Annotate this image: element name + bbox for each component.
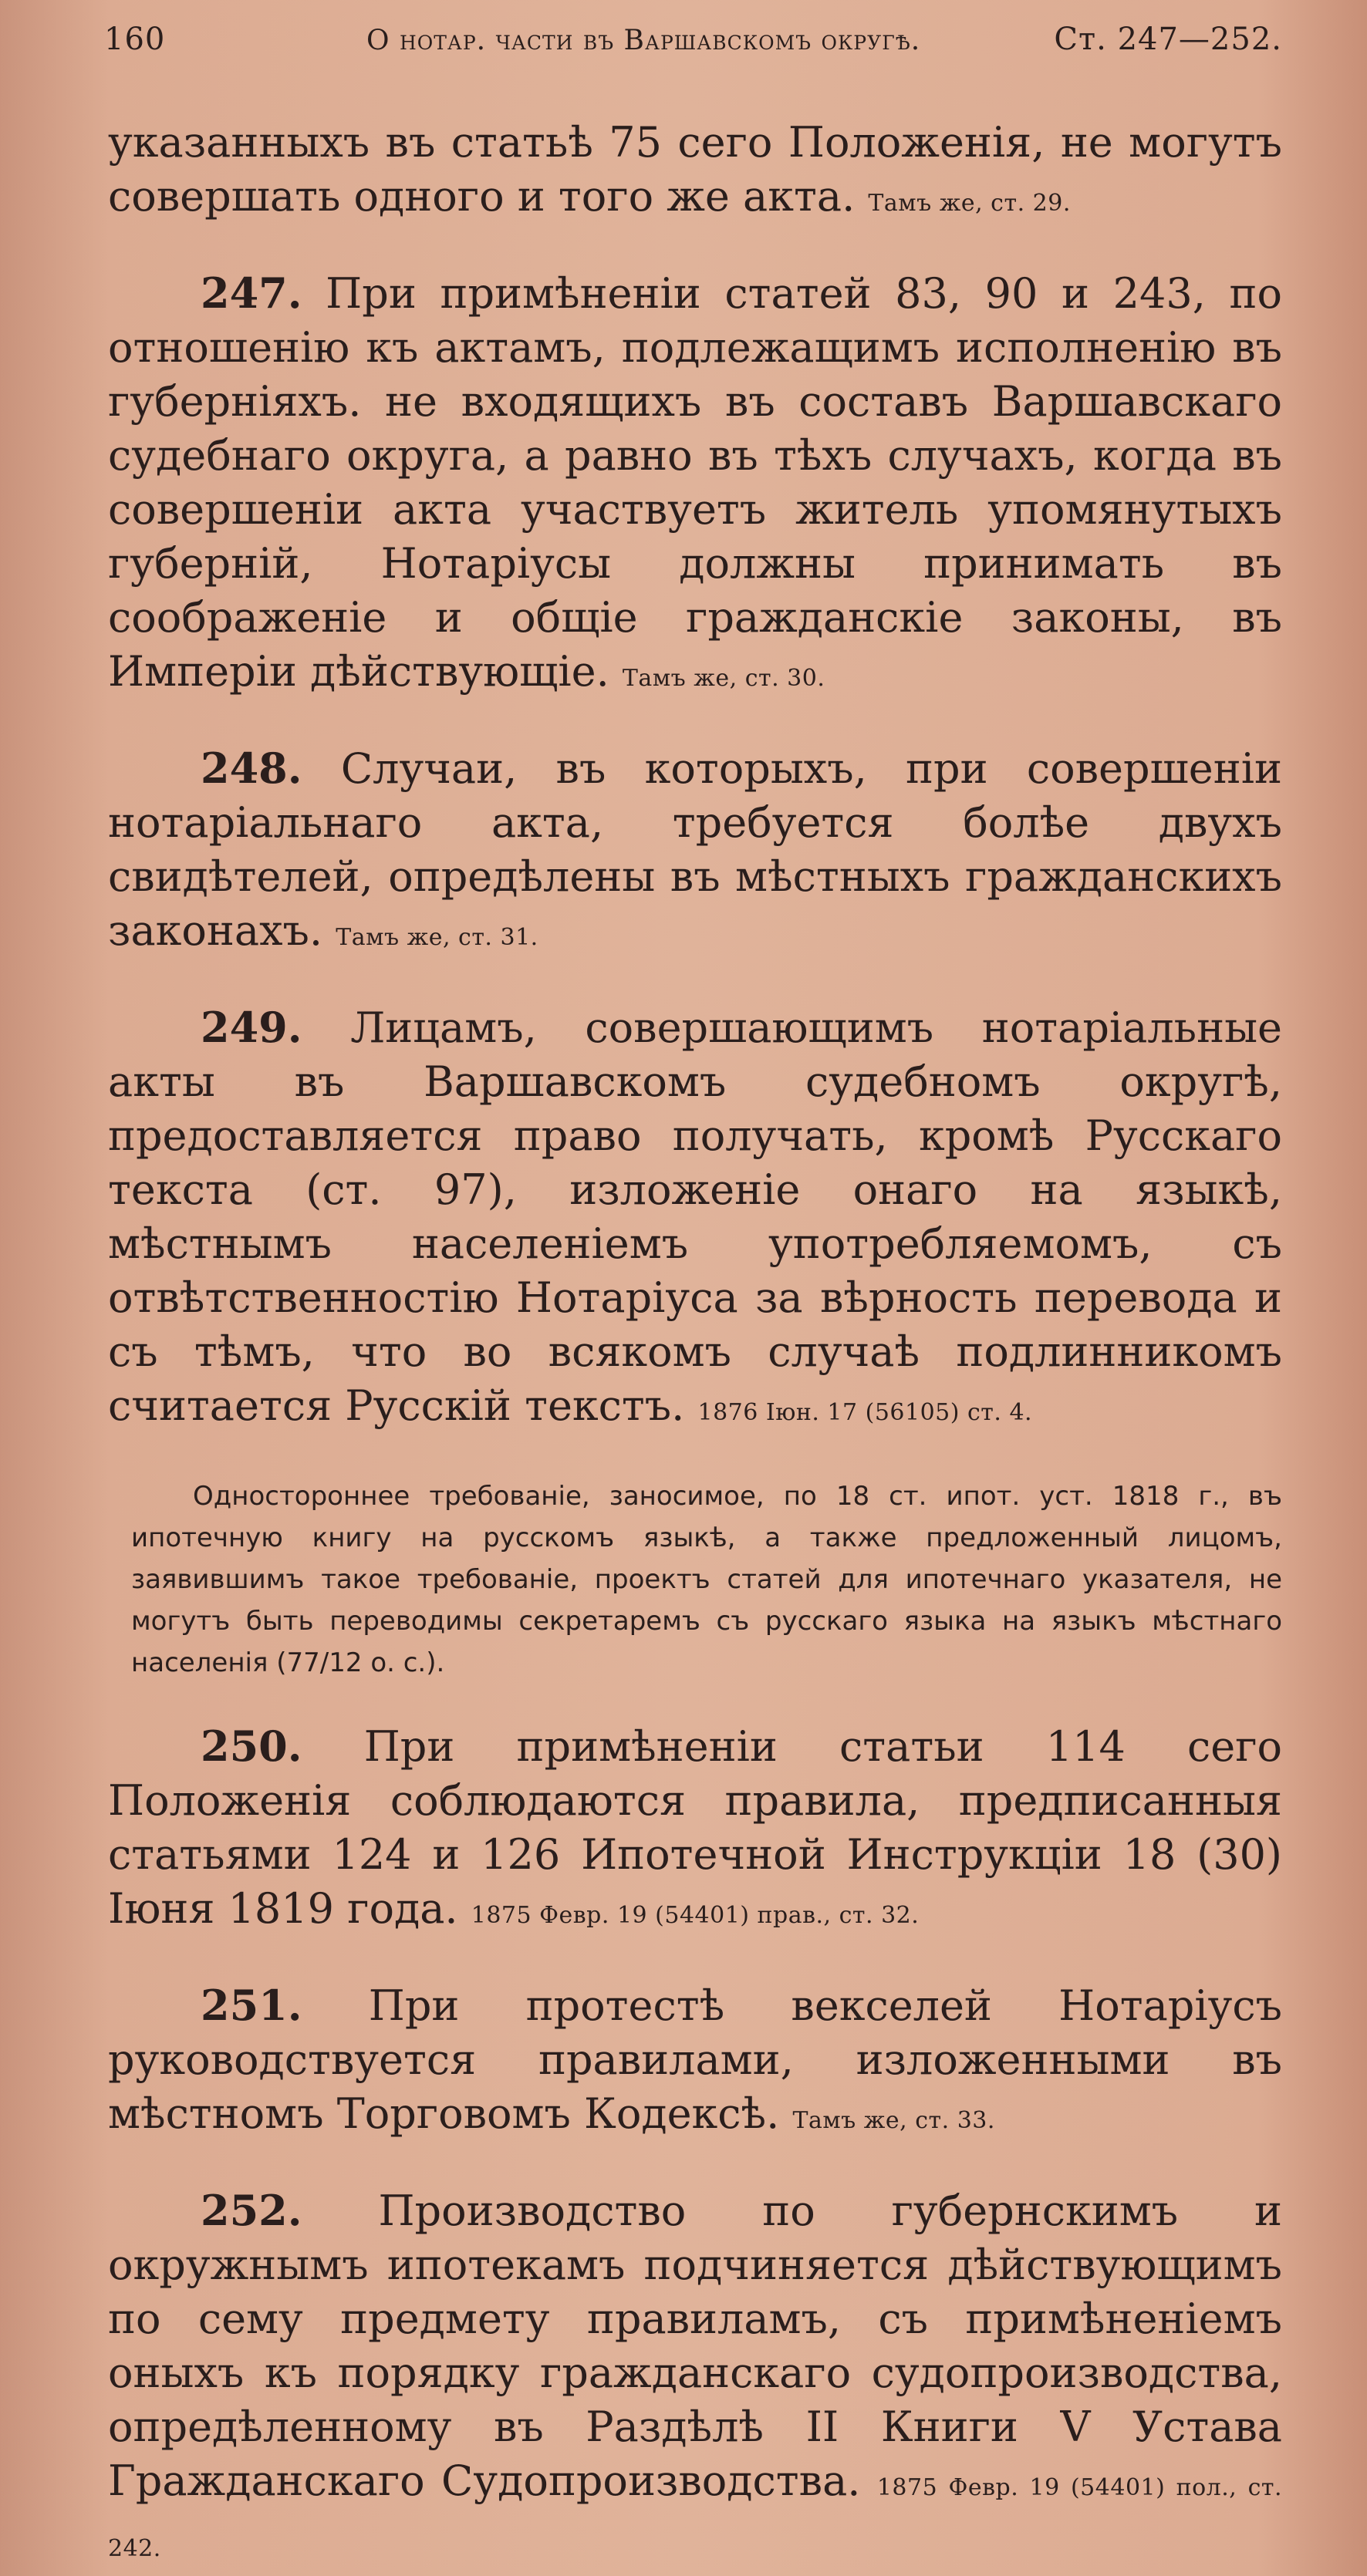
article-number: 249. bbox=[201, 1003, 302, 1052]
spacer bbox=[108, 231, 1282, 266]
spacer bbox=[108, 1684, 1282, 1719]
source-reference: 1876 Іюн. 17 (56105) ст. 4. bbox=[697, 1399, 1033, 1426]
article-number: 251. bbox=[201, 1981, 302, 2030]
article-251 bbox=[108, 1978, 1282, 2148]
article-text: Случаи, въ которыхъ, при совершеніи нотаріальнаго акта, требуется болѣе двухъ свидѣтелей, опредѣлены въ мѣстныхъ гражданскихъ законахъ. bbox=[108, 744, 1282, 955]
spacer bbox=[108, 706, 1282, 741]
source-reference: 1875 Февр. 19 (54401) прав., ст. 32. bbox=[471, 1902, 920, 1929]
article-number: 247. bbox=[201, 268, 302, 318]
article-text: При протестѣ векселей Нотаріусъ руководствуется правилами, изложенными въ мѣстномъ Торговомъ Кодексѣ. bbox=[108, 1981, 1282, 2138]
running-header bbox=[104, 22, 1282, 62]
article-250 bbox=[108, 1719, 1282, 1943]
article-text: При примѣненіи статей 83, 90 и 243, по отношенію къ актамъ, подлежащимъ исполненію въ губерніяхъ. не входящихъ въ составъ Варшавскаго судебнаго округа, а равно въ тѣхъ случахъ, когда въ совершеніи акта участвуетъ житель упомянутыхъ губерній, Нотаріусы должны принимать въ соображеніе и общіе гражданскіе законы, въ Имперіи дѣйствующіе. bbox=[108, 269, 1283, 696]
article-number: 248. bbox=[201, 743, 302, 793]
page-body bbox=[108, 116, 1282, 2576]
continuation-paragraph bbox=[108, 116, 1282, 231]
article-number: 250. bbox=[201, 1721, 302, 1771]
header-title: О нотар. части въ Варшавскомъ округѣ. bbox=[366, 25, 921, 56]
source-reference: Тамъ же, ст. 31. bbox=[336, 924, 538, 951]
article-text: Лицамъ, совершающимъ нотаріальные акты въ Варшавскомъ судебномъ округѣ, предоставляется право получать, кромѣ Русскаго текста (ст. 97), изложеніе онаго на языкѣ, мѣстнымъ населеніемъ употребляемомъ, съ отвѣтственностію Нотаріуса за вѣрность перевода и съ тѣмъ, что во всякомъ случаѣ подлинникомъ считается Русскій текстъ. bbox=[108, 1003, 1282, 1430]
spacer bbox=[108, 1943, 1282, 1978]
article-247 bbox=[108, 266, 1282, 706]
commentary-note: Одностороннее требованіе, заносимое, по 18 ст. ипот. уст. 1818 г., въ ипотечную книгу на русскомъ языкѣ, а также предложенный лицомъ, заявившимъ такое требованіе, проектъ статей для ипотечнаго указателя, не могутъ быть переводимы секретаремъ съ русскаго языка на языкъ мѣстнаго населенія (77/12 о. с.). bbox=[131, 1481, 1282, 1678]
article-number: 252. bbox=[201, 2186, 302, 2235]
source-reference: Тамъ же, ст. 30. bbox=[622, 665, 825, 692]
source-reference: Тамъ же, ст. 33. bbox=[792, 2107, 995, 2134]
page-number: 160 bbox=[104, 22, 166, 57]
article-252 bbox=[108, 2183, 1282, 2576]
article-text: При примѣненіи статьи 114 сего Положенія соблюдаются правила, предписанныя статьями 124 и 126 Ипотечной Инструкціи 18 (30) Іюня 1819 года. bbox=[108, 1722, 1282, 1933]
article-249 bbox=[108, 1000, 1282, 1440]
spacer bbox=[108, 2148, 1282, 2183]
spacer bbox=[108, 965, 1282, 1000]
spacer bbox=[108, 1440, 1282, 1475]
paragraph-text: указанныхъ въ статьѣ 75 сего Положенія, не могутъ совершать одного и того же акта. bbox=[108, 118, 1282, 221]
header-article-range: Ст. 247—252. bbox=[1054, 22, 1282, 57]
article-248 bbox=[108, 741, 1282, 965]
source-reference: Тамъ же, ст. 29. bbox=[868, 190, 1071, 217]
source-reference: 1875 Февр. 19 (54401) пол., ст. 242. bbox=[108, 2474, 1283, 2562]
article-text: Производство по губернскимъ и окружнымъ ипотекамъ подчиняется дѣйствующимъ по сему предмету правиламъ, съ примѣненіемъ оныхъ къ порядку гражданскаго судопроизводства, опредѣленному въ Раздѣлѣ II Книги V Устава Гражданскаго Судопроизводства. bbox=[108, 2187, 1282, 2505]
